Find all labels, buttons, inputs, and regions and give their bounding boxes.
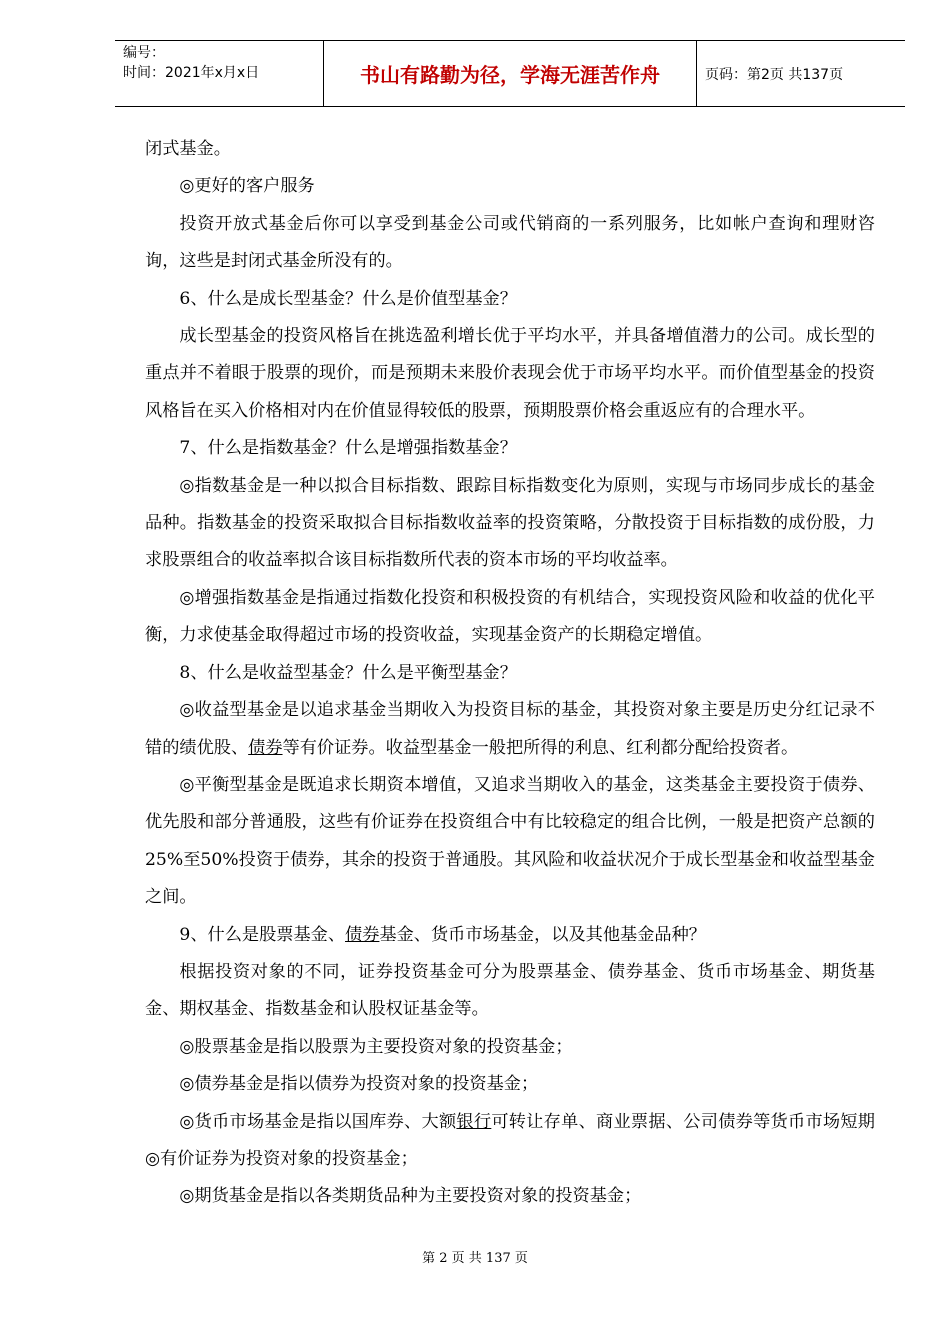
document-body	[145, 131, 875, 1216]
question-heading: 8、什么是收益型基金？什么是平衡型基金？	[179, 662, 517, 683]
paragraph: ◎平衡型基金是既追求长期资本增值，又追求当期收入的基金，这类基金主要投资于债券、优先股和部分普通股，这些有价证券在投资组合中有比较稳定的组合比例，一般是把资产总额的25%至50%投资于债券，其余的投资于普通股。其风险和收益状况介于成长型基金和收益型基金之间。	[145, 774, 875, 908]
question-heading: 6、什么是成长型基金？什么是价值型基金？	[179, 288, 517, 309]
paragraph: 闭式基金。	[145, 139, 231, 159]
paragraph: ◎债券基金是指以债券为投资对象的投资基金；	[179, 1074, 539, 1095]
paragraph: ◎增强指数基金是指通过指数化投资和积极投资的有机结合，实现投资风险和收益的优化平衡，力求使基金取得超过市场的投资收益，实现基金资产的长期稳定增值。	[145, 587, 875, 646]
page-footer: 第 2 页 共 137 页	[422, 1251, 528, 1266]
header-time-label: 时间：2021年x月x日	[123, 65, 260, 81]
paragraph: 根据投资对象的不同，证券投资基金可分为股票基金、债券基金、货币市场基金、期货基金、期权基金、指数基金和认股权证基金等。	[145, 961, 875, 1020]
document-header	[115, 40, 905, 107]
paragraph: 成长型基金的投资风格旨在挑选盈利增长优于平均水平，并具备增值潜力的公司。成长型的重点并不着眼于股票的现价，而是预期未来股价表现会优于市场平均水平。而价值型基金的投资风格旨在买入价格相对内在价值显得较低的股票，预期股票价格会重返应有的合理水平。	[145, 326, 875, 421]
bond-link[interactable]: 债券	[345, 924, 380, 945]
text-span: ◎收益型基金是以追求基金当期收入为投资目标的基金，其投资对象主要是历史分红记录不错的绩优股、	[145, 700, 875, 758]
bank-link[interactable]: 银行	[456, 1111, 492, 1132]
text-span: 9、什么是股票基金、	[179, 924, 346, 945]
text-span: 等有价证券。收益型基金一般把所得的利息、红利都分配给投资者。	[282, 737, 799, 758]
header-page-label: 页码：第2页 共137页	[697, 41, 906, 107]
paragraph: ◎股票基金是指以股票为主要投资对象的投资基金；	[179, 1036, 573, 1057]
paragraph: 投资开放式基金后你可以享受到基金公司或代销商的一系列服务，比如帐户查询和理财咨询，这些是封闭式基金所没有的。	[145, 213, 875, 272]
bond-link[interactable]: 债券	[248, 737, 283, 758]
text-span: 基金、货币市场基金，以及其他基金品种？	[379, 924, 706, 945]
paragraph: ◎指数基金是一种以拟合目标指数、跟踪目标指数变化为原则，实现与市场同步成长的基金品种。指数基金的投资采取拟合目标指数收益率的投资策略，分散投资于目标指数的成份股，力求股票组合的收益率拟合该目标指数所代表的资本市场的平均收益率。	[145, 475, 875, 571]
paragraph: ◎更好的客户服务	[179, 176, 315, 197]
paragraph	[145, 692, 875, 767]
header-meta-cell	[115, 41, 324, 107]
paragraph: ◎期货基金是指以各类期货品种为主要投资对象的投资基金；	[179, 1186, 642, 1207]
question-heading: 7、什么是指数基金？什么是增强指数基金？	[179, 438, 517, 459]
header-motto: 书山有路勤为径，学海无涯苦作舟	[324, 41, 697, 107]
paragraph	[145, 1104, 875, 1179]
header-id-label: 编号：	[123, 45, 165, 61]
text-span: ◎货币市场基金是指以国库券、大额	[179, 1111, 457, 1132]
text-span: 可转让存单、商业票据、公司债券等货币市场短期◎有价证券为投资对象的投资基金；	[145, 1111, 875, 1169]
question-heading	[145, 917, 875, 954]
